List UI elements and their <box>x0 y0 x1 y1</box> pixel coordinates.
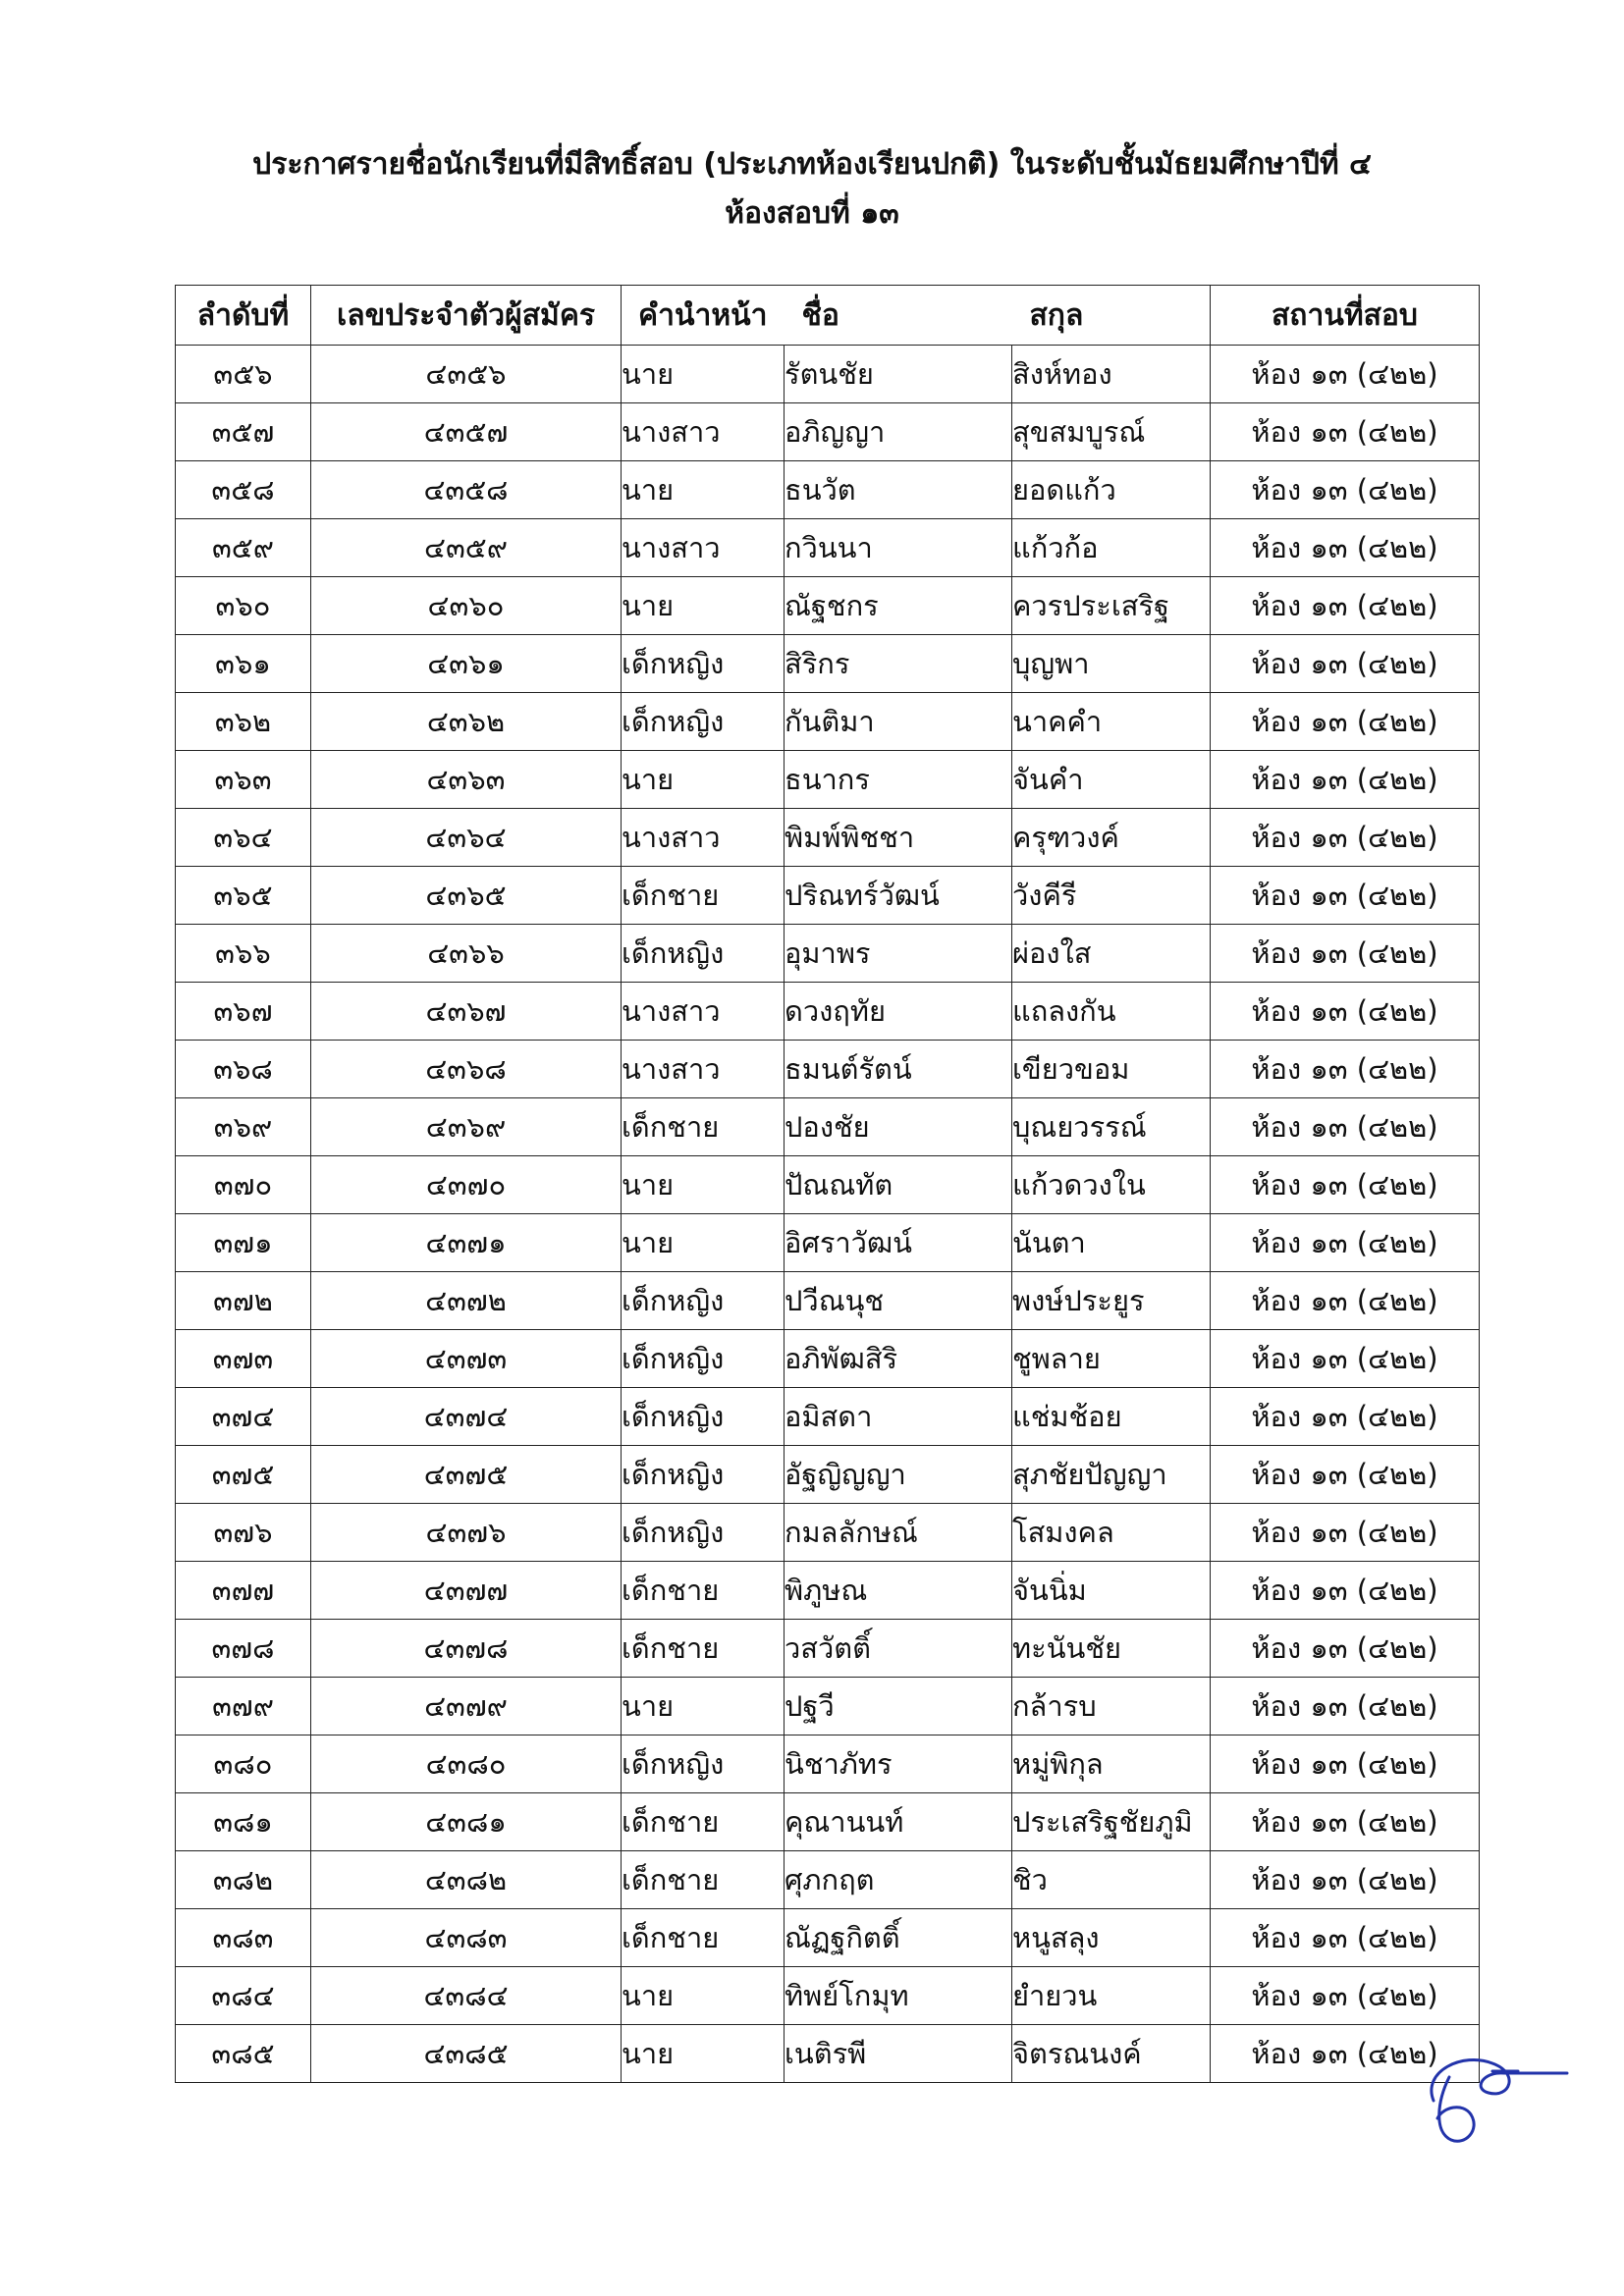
cell-prefix: นางสาว <box>622 983 785 1041</box>
cell-applicant-id: ๔๓๖๘ <box>311 1041 622 1098</box>
cell-prefix: นาย <box>622 1967 785 2025</box>
cell-applicant-id: ๔๓๖๓ <box>311 751 622 809</box>
cell-first-name: ปฐวี <box>785 1678 1012 1735</box>
cell-seq: ๓๗๘ <box>176 1620 311 1678</box>
cell-seq: ๓๗๗ <box>176 1562 311 1620</box>
cell-prefix: เด็กชาย <box>622 1562 785 1620</box>
cell-last-name: แก้วดวงใน <box>1012 1156 1211 1214</box>
table-row <box>176 346 1480 403</box>
cell-applicant-id: ๔๓๕๖ <box>311 346 622 403</box>
cell-first-name: ทิพย์โกมุท <box>785 1967 1012 2025</box>
header-exam-room: สถานที่สอบ <box>1211 286 1480 346</box>
cell-seq: ๓๘๑ <box>176 1793 311 1851</box>
cell-prefix: นาย <box>622 577 785 635</box>
table-row <box>176 1909 1480 1967</box>
cell-last-name: ควรประเสริฐ <box>1012 577 1211 635</box>
cell-seq: ๓๖๙ <box>176 1098 311 1156</box>
table-row <box>176 1330 1480 1388</box>
cell-prefix: เด็กชาย <box>622 1909 785 1967</box>
cell-last-name: จันนิ่ม <box>1012 1562 1211 1620</box>
cell-seq: ๓๘๒ <box>176 1851 311 1909</box>
cell-first-name: อมิสดา <box>785 1388 1012 1446</box>
cell-applicant-id: ๔๓๖๖ <box>311 925 622 983</box>
cell-seq: ๓๖๖ <box>176 925 311 983</box>
cell-applicant-id: ๔๓๗๕ <box>311 1446 622 1504</box>
cell-last-name: จิตรณนงค์ <box>1012 2025 1211 2083</box>
cell-first-name: กวินนา <box>785 519 1012 577</box>
cell-applicant-id: ๔๓๗๖ <box>311 1504 622 1562</box>
signature-stroke <box>1432 2059 1567 2141</box>
cell-exam-room: ห้อง ๑๓ (๔๒๒) <box>1211 1272 1480 1330</box>
table-row <box>176 461 1480 519</box>
cell-applicant-id: ๔๓๖๒ <box>311 693 622 751</box>
cell-prefix: เด็กชาย <box>622 1851 785 1909</box>
table-row <box>176 519 1480 577</box>
cell-first-name: กันติมา <box>785 693 1012 751</box>
cell-exam-room: ห้อง ๑๓ (๔๒๒) <box>1211 1388 1480 1446</box>
cell-seq: ๓๖๑ <box>176 635 311 693</box>
cell-first-name: อภิพัฒสิริ <box>785 1330 1012 1388</box>
cell-prefix: นาย <box>622 461 785 519</box>
table-row <box>176 809 1480 867</box>
table-row <box>176 693 1480 751</box>
table-row <box>176 1388 1480 1446</box>
table-row <box>176 1793 1480 1851</box>
cell-first-name: วสวัตติ์ <box>785 1620 1012 1678</box>
cell-applicant-id: ๔๓๘๓ <box>311 1909 622 1967</box>
cell-seq: ๓๕๘ <box>176 461 311 519</box>
cell-seq: ๓๗๓ <box>176 1330 311 1388</box>
document-title: ประกาศรายชื่อนักเรียนที่มีสิทธิ์สอบ (ประเภทห้องเรียนปกติ) ในระดับชั้นมัธยมศึกษาปีที่ ๔ <box>252 147 1372 182</box>
cell-last-name: ผ่องใส <box>1012 925 1211 983</box>
cell-first-name: พิมพ์พิชชา <box>785 809 1012 867</box>
cell-exam-room: ห้อง ๑๓ (๔๒๒) <box>1211 1620 1480 1678</box>
cell-applicant-id: ๔๓๗๙ <box>311 1678 622 1735</box>
cell-first-name: พิภูษณ <box>785 1562 1012 1620</box>
table-row <box>176 1098 1480 1156</box>
cell-applicant-id: ๔๓๗๐ <box>311 1156 622 1214</box>
cell-first-name: อิศราวัฒน์ <box>785 1214 1012 1272</box>
cell-last-name: บุญพา <box>1012 635 1211 693</box>
table-row <box>176 1620 1480 1678</box>
cell-last-name: พงษ์ประยูร <box>1012 1272 1211 1330</box>
cell-exam-room: ห้อง ๑๓ (๔๒๒) <box>1211 1214 1480 1272</box>
table-header-row <box>176 286 1480 346</box>
cell-prefix: เด็กชาย <box>622 1793 785 1851</box>
cell-applicant-id: ๔๓๗๘ <box>311 1620 622 1678</box>
cell-exam-room: ห้อง ๑๓ (๔๒๒) <box>1211 346 1480 403</box>
cell-prefix: นางสาว <box>622 519 785 577</box>
table-row <box>176 1504 1480 1562</box>
cell-exam-room: ห้อง ๑๓ (๔๒๒) <box>1211 1735 1480 1793</box>
cell-first-name: อุมาพร <box>785 925 1012 983</box>
cell-applicant-id: ๔๓๗๓ <box>311 1330 622 1388</box>
cell-seq: ๓๘๐ <box>176 1735 311 1793</box>
cell-last-name: แถลงกัน <box>1012 983 1211 1041</box>
cell-last-name: สุภชัยปัญญา <box>1012 1446 1211 1504</box>
cell-last-name: แก้วก้อ <box>1012 519 1211 577</box>
cell-prefix: นาย <box>622 1156 785 1214</box>
cell-prefix: นาย <box>622 1678 785 1735</box>
table-row <box>176 1041 1480 1098</box>
table-row <box>176 1156 1480 1214</box>
table-row <box>176 1214 1480 1272</box>
cell-first-name: กมลลักษณ์ <box>785 1504 1012 1562</box>
cell-prefix: เด็กหญิง <box>622 693 785 751</box>
cell-exam-room: ห้อง ๑๓ (๔๒๒) <box>1211 983 1480 1041</box>
table-body <box>176 346 1480 2083</box>
table-row <box>176 1446 1480 1504</box>
cell-applicant-id: ๔๓๘๐ <box>311 1735 622 1793</box>
student-roster-table <box>175 285 1480 2083</box>
cell-last-name: วังคีรี <box>1012 867 1211 925</box>
cell-exam-room: ห้อง ๑๓ (๔๒๒) <box>1211 1678 1480 1735</box>
cell-exam-room: ห้อง ๑๓ (๔๒๒) <box>1211 461 1480 519</box>
cell-seq: ๓๗๒ <box>176 1272 311 1330</box>
cell-first-name: ศุภกฤต <box>785 1851 1012 1909</box>
cell-first-name: คุณานนท์ <box>785 1793 1012 1851</box>
header-seq: ลำดับที่ <box>176 286 311 346</box>
cell-seq: ๓๘๔ <box>176 1967 311 2025</box>
cell-prefix: นางสาว <box>622 403 785 461</box>
cell-prefix: เด็กหญิง <box>622 925 785 983</box>
cell-exam-room: ห้อง ๑๓ (๔๒๒) <box>1211 1967 1480 2025</box>
cell-first-name: ณัฏฐกิตติ์ <box>785 1909 1012 1967</box>
cell-exam-room: ห้อง ๑๓ (๔๒๒) <box>1211 635 1480 693</box>
cell-exam-room: ห้อง ๑๓ (๔๒๒) <box>1211 867 1480 925</box>
cell-prefix: เด็กหญิง <box>622 635 785 693</box>
cell-seq: ๓๗๐ <box>176 1156 311 1214</box>
cell-first-name: สิริกร <box>785 635 1012 693</box>
table-row <box>176 1735 1480 1793</box>
cell-first-name: อัฐญิญญา <box>785 1446 1012 1504</box>
cell-seq: ๓๕๙ <box>176 519 311 577</box>
cell-seq: ๓๖๓ <box>176 751 311 809</box>
cell-first-name: ปัณณทัต <box>785 1156 1012 1214</box>
cell-seq: ๓๕๗ <box>176 403 311 461</box>
cell-exam-room: ห้อง ๑๓ (๔๒๒) <box>1211 1330 1480 1388</box>
cell-applicant-id: ๔๓๘๔ <box>311 1967 622 2025</box>
cell-exam-room: ห้อง ๑๓ (๔๒๒) <box>1211 693 1480 751</box>
table-row <box>176 1272 1480 1330</box>
cell-last-name: นันตา <box>1012 1214 1211 1272</box>
cell-last-name: ประเสริฐชัยภูมิ <box>1012 1793 1211 1851</box>
cell-prefix: เด็กหญิง <box>622 1735 785 1793</box>
table-row <box>176 925 1480 983</box>
cell-first-name: ธนวัต <box>785 461 1012 519</box>
cell-applicant-id: ๔๓๘๒ <box>311 1851 622 1909</box>
table-row <box>176 751 1480 809</box>
cell-last-name: ครุฑวงค์ <box>1012 809 1211 867</box>
table-row <box>176 1851 1480 1909</box>
cell-applicant-id: ๔๓๖๑ <box>311 635 622 693</box>
cell-first-name: รัตนชัย <box>785 346 1012 403</box>
cell-prefix: เด็กหญิง <box>622 1388 785 1446</box>
cell-applicant-id: ๔๓๗๔ <box>311 1388 622 1446</box>
cell-seq: ๓๘๕ <box>176 2025 311 2083</box>
table-row <box>176 983 1480 1041</box>
cell-seq: ๓๗๑ <box>176 1214 311 1272</box>
cell-seq: ๓๖๒ <box>176 693 311 751</box>
cell-exam-room: ห้อง ๑๓ (๔๒๒) <box>1211 809 1480 867</box>
cell-last-name: กล้ารบ <box>1012 1678 1211 1735</box>
cell-applicant-id: ๔๓๕๗ <box>311 403 622 461</box>
cell-applicant-id: ๔๓๘๕ <box>311 2025 622 2083</box>
cell-applicant-id: ๔๓๗๗ <box>311 1562 622 1620</box>
cell-exam-room: ห้อง ๑๓ (๔๒๒) <box>1211 1098 1480 1156</box>
header-last-name: สกุล <box>1012 286 1211 346</box>
cell-exam-room: ห้อง ๑๓ (๔๒๒) <box>1211 1041 1480 1098</box>
table-row <box>176 2025 1480 2083</box>
cell-first-name: ปวีณนุช <box>785 1272 1012 1330</box>
cell-applicant-id: ๔๓๕๘ <box>311 461 622 519</box>
cell-applicant-id: ๔๓๗๒ <box>311 1272 622 1330</box>
cell-prefix: เด็กชาย <box>622 867 785 925</box>
cell-seq: ๓๖๕ <box>176 867 311 925</box>
cell-prefix: เด็กชาย <box>622 1620 785 1678</box>
cell-seq: ๓๖๗ <box>176 983 311 1041</box>
cell-last-name: นาคคำ <box>1012 693 1211 751</box>
cell-last-name: สุขสมบูรณ์ <box>1012 403 1211 461</box>
cell-last-name: ยำยวน <box>1012 1967 1211 2025</box>
cell-exam-room: ห้อง ๑๓ (๔๒๒) <box>1211 403 1480 461</box>
header-first-name: ชื่อ <box>785 286 1012 346</box>
cell-last-name: สิงห์ทอง <box>1012 346 1211 403</box>
table-row <box>176 1678 1480 1735</box>
cell-first-name: เนติรพี <box>785 2025 1012 2083</box>
cell-last-name: บุณยวรรณ์ <box>1012 1098 1211 1156</box>
cell-applicant-id: ๔๓๘๑ <box>311 1793 622 1851</box>
cell-prefix: เด็กหญิง <box>622 1272 785 1330</box>
cell-prefix: นางสาว <box>622 809 785 867</box>
cell-exam-room: ห้อง ๑๓ (๔๒๒) <box>1211 1851 1480 1909</box>
cell-last-name: ชิว <box>1012 1851 1211 1909</box>
cell-first-name: ธมนต์รัตน์ <box>785 1041 1012 1098</box>
cell-seq: ๓๖๘ <box>176 1041 311 1098</box>
cell-exam-room: ห้อง ๑๓ (๔๒๒) <box>1211 925 1480 983</box>
cell-first-name: ธนากร <box>785 751 1012 809</box>
header-prefix: คำนำหน้า <box>622 286 785 346</box>
cell-last-name: เขียวขอม <box>1012 1041 1211 1098</box>
cell-last-name: แช่มช้อย <box>1012 1388 1211 1446</box>
table-row <box>176 403 1480 461</box>
cell-applicant-id: ๔๓๖๔ <box>311 809 622 867</box>
cell-exam-room: ห้อง ๑๓ (๔๒๒) <box>1211 1446 1480 1504</box>
cell-exam-room: ห้อง ๑๓ (๔๒๒) <box>1211 2025 1480 2083</box>
cell-prefix: เด็กหญิง <box>622 1446 785 1504</box>
cell-seq: ๓๖๐ <box>176 577 311 635</box>
cell-seq: ๓๗๔ <box>176 1388 311 1446</box>
cell-last-name: ทะนันชัย <box>1012 1620 1211 1678</box>
cell-prefix: นาย <box>622 1214 785 1272</box>
cell-first-name: ปองชัย <box>785 1098 1012 1156</box>
table-row <box>176 1967 1480 2025</box>
cell-exam-room: ห้อง ๑๓ (๔๒๒) <box>1211 1504 1480 1562</box>
cell-last-name: จันคำ <box>1012 751 1211 809</box>
cell-seq: ๓๗๕ <box>176 1446 311 1504</box>
cell-exam-room: ห้อง ๑๓ (๔๒๒) <box>1211 751 1480 809</box>
cell-first-name: ดวงฤทัย <box>785 983 1012 1041</box>
cell-prefix: เด็กชาย <box>622 1098 785 1156</box>
cell-applicant-id: ๔๓๖๕ <box>311 867 622 925</box>
cell-seq: ๓๘๓ <box>176 1909 311 1967</box>
cell-exam-room: ห้อง ๑๓ (๔๒๒) <box>1211 577 1480 635</box>
cell-exam-room: ห้อง ๑๓ (๔๒๒) <box>1211 1156 1480 1214</box>
cell-seq: ๓๕๖ <box>176 346 311 403</box>
table-row <box>176 1562 1480 1620</box>
cell-first-name: ปริณทร์วัฒน์ <box>785 867 1012 925</box>
cell-applicant-id: ๔๓๖๙ <box>311 1098 622 1156</box>
cell-first-name: นิชาภัทร <box>785 1735 1012 1793</box>
cell-prefix: นาย <box>622 2025 785 2083</box>
table-row <box>176 867 1480 925</box>
cell-last-name: หนูสลุง <box>1012 1909 1211 1967</box>
table-row <box>176 577 1480 635</box>
cell-exam-room: ห้อง ๑๓ (๔๒๒) <box>1211 1909 1480 1967</box>
cell-seq: ๓๗๙ <box>176 1678 311 1735</box>
cell-last-name: หมู่พิกุล <box>1012 1735 1211 1793</box>
cell-last-name: ยอดแก้ว <box>1012 461 1211 519</box>
cell-prefix: เด็กหญิง <box>622 1330 785 1388</box>
cell-applicant-id: ๔๓๕๙ <box>311 519 622 577</box>
cell-exam-room: ห้อง ๑๓ (๔๒๒) <box>1211 519 1480 577</box>
cell-last-name: โสมงคล <box>1012 1504 1211 1562</box>
cell-last-name: ชูพลาย <box>1012 1330 1211 1388</box>
cell-prefix: นาย <box>622 346 785 403</box>
cell-prefix: เด็กหญิง <box>622 1504 785 1562</box>
document-subtitle: ห้องสอบที่ ๑๓ <box>725 196 899 231</box>
cell-seq: ๓๗๖ <box>176 1504 311 1562</box>
signature-scribble <box>1394 2042 1571 2150</box>
header-applicant-id: เลขประจำตัวผู้สมัคร <box>311 286 622 346</box>
cell-applicant-id: ๔๓๗๑ <box>311 1214 622 1272</box>
cell-first-name: อภิญญา <box>785 403 1012 461</box>
cell-exam-room: ห้อง ๑๓ (๔๒๒) <box>1211 1793 1480 1851</box>
cell-applicant-id: ๔๓๖๗ <box>311 983 622 1041</box>
cell-exam-room: ห้อง ๑๓ (๔๒๒) <box>1211 1562 1480 1620</box>
cell-first-name: ณัฐชกร <box>785 577 1012 635</box>
cell-seq: ๓๖๔ <box>176 809 311 867</box>
table-row <box>176 635 1480 693</box>
cell-applicant-id: ๔๓๖๐ <box>311 577 622 635</box>
cell-prefix: นาย <box>622 751 785 809</box>
cell-prefix: นางสาว <box>622 1041 785 1098</box>
